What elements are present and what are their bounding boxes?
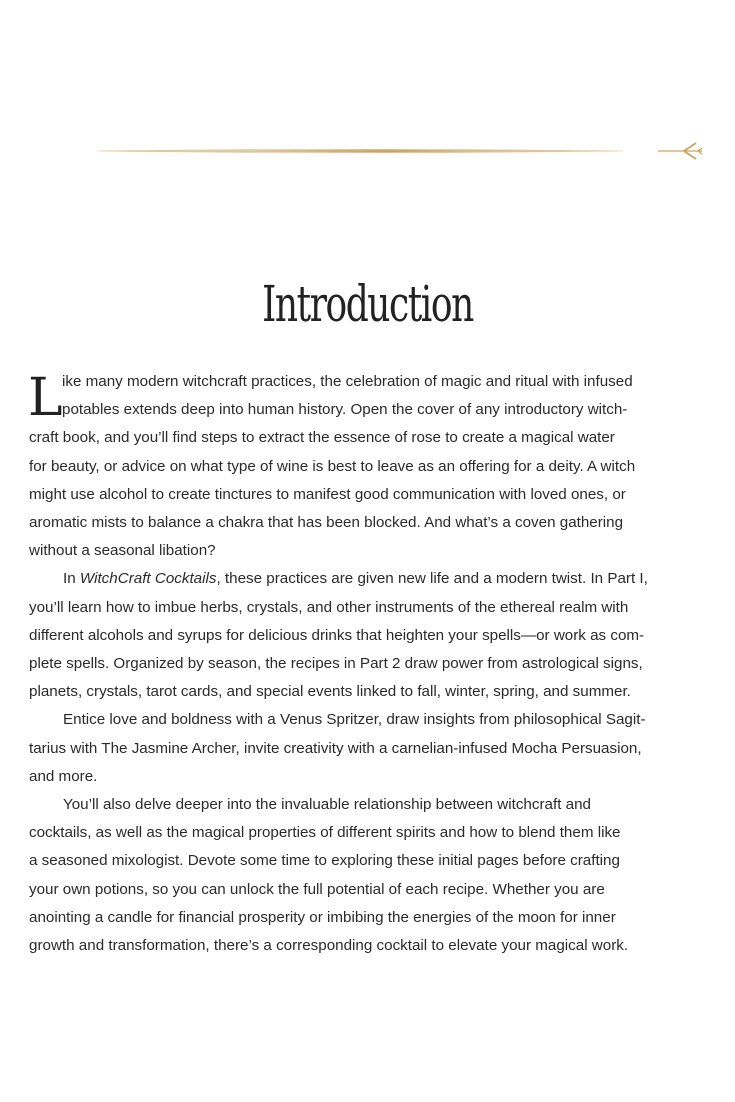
text-line: and more. [29,767,98,785]
text-line: planets, crystals, tarot cards, and special events linked to fall, winter, spring, and summer. [29,683,631,701]
book-title-italic: WitchCraft Cocktails [79,570,217,588]
text-line: aromatic mists to balance a chakra that has been blocked. And what’s a coven gathering [29,514,624,532]
text-line: you’ll learn how to imbue herbs, crystals, and other instruments of the ethereal realm with [29,598,629,616]
paragraph-4 [29,791,685,960]
body-text [29,368,685,960]
paragraph-2 [29,565,685,706]
text-line: might use alcohol to create tinctures to manifest good communication with loved ones, or [29,485,626,503]
text-line: growth and transformation, there’s a corresponding cocktail to elevate your magical work. [29,937,629,955]
text-line: your own potions, so you can unlock the full potential of each recipe. Whether you are [29,880,605,898]
text-line: tarius with The Jasmine Archer, invite creativity with a carnelian-infused Mocha Persuasion, [29,739,642,757]
chapter-title: Introduction [262,275,473,333]
paragraph-3 [29,706,685,791]
text-line: Entice love and boldness with a Venus Spritzer, draw insights from philosophical Sagit- [63,711,646,729]
paragraph-1 [29,368,685,565]
text-line [29,565,685,593]
divider-rule [98,150,623,153]
text-line: without a seasonal libation? [29,542,216,560]
text-line: a seasoned mixologist. Devote some time to exploring these initial pages before crafting [29,852,620,870]
text-line: different alcohols and syrups for delicious drinks that heighten your spells—or work as com- [29,626,645,644]
text-line: plete spells. Organized by season, the recipes in Part 2 draw power from astrological signs, [29,655,643,673]
text-segment: , these practices are given new life and a modern twist. In Part I, [216,570,648,588]
text-segment: In [63,570,80,588]
text-line: cocktails, as well as the magical properties of different spirits and how to blend them like [29,824,621,842]
text-line: craft book, and you’ll find steps to extract the essence of rose to create a magical water [29,429,615,447]
text-line: for beauty, or advice on what type of wine is best to leave as an offering for a deity. A witch [29,457,636,475]
text-line: anointing a candle for financial prosperity or imbibing the energies of the moon for inner [29,908,616,926]
text-line: potables extends deep into human history. Open the cover of any introductory witch- [62,401,628,419]
text-line-content: ike many modern witchcraft practices, the celebration of magic and ritual with infused [62,373,633,390]
drop-cap: L [28,368,63,428]
gold-divider-ornament [98,138,710,164]
text-line: You’ll also delve deeper into the invaluable relationship between witchcraft and [63,796,591,814]
